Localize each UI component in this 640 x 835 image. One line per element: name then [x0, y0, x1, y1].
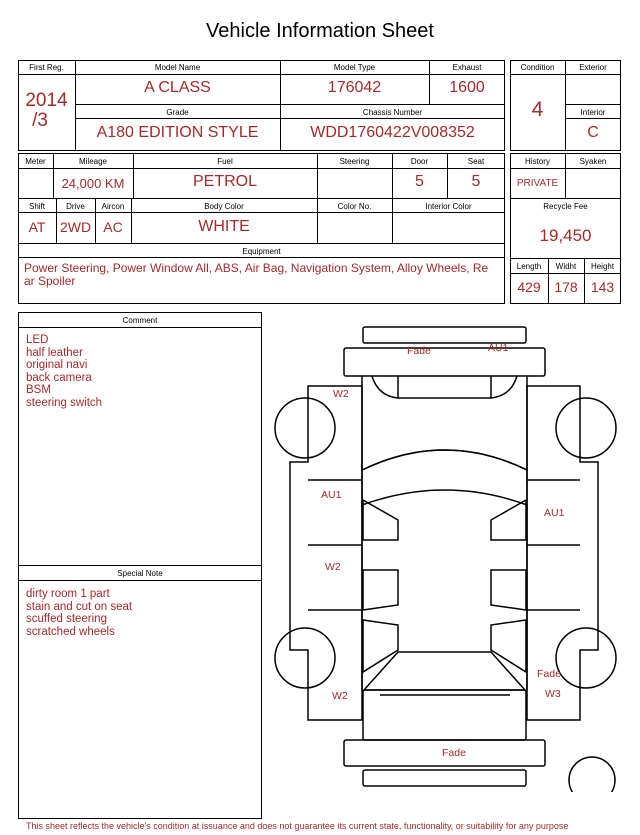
recycle-fee-label: Recycle Fee [543, 202, 588, 211]
drive-label: Drive [66, 202, 85, 211]
interior-color-label: Interior Color [425, 202, 472, 211]
grade-label: Grade [166, 108, 189, 117]
meter-label: Meter [25, 157, 46, 166]
model-type-value: 176042 [327, 79, 382, 96]
seat-label: Seat [467, 157, 485, 166]
left-rear-wheel [275, 628, 335, 688]
shift-value: AT [28, 219, 46, 235]
damage-mark: W3 [545, 688, 561, 700]
disclaimer-footer: This sheet reflects the vehicle's condition at issuance and does not guarantee its current state, functionality, or suitability for any purpose [26, 821, 569, 831]
comment-item: LED [26, 334, 49, 346]
equipment-line-2: ar Spoiler [24, 274, 76, 288]
aircon-value: AC [103, 219, 123, 235]
comment-item: original navi [26, 359, 88, 371]
door-label: Door [410, 157, 429, 166]
damage-mark: Fade [407, 345, 431, 357]
exterior-label: Exterior [579, 63, 607, 72]
comment-item: half leather [26, 346, 83, 359]
model-name-value: A CLASS [144, 79, 211, 96]
spare-wheel [569, 757, 615, 792]
special-note-item: stain and cut on seat [26, 600, 133, 613]
chassis-number-label: Chassis Number [362, 108, 423, 117]
recycle-fee-value: 19,450 [539, 226, 592, 245]
right-front-wheel [556, 398, 616, 458]
comment-item: back camera [26, 371, 92, 384]
interior-label: Interior [580, 108, 606, 117]
damage-mark: W2 [332, 690, 348, 702]
condition-label: Condition [520, 63, 555, 72]
grade-value: A180 EDITION STYLE [96, 124, 259, 141]
fuel-label: Fuel [217, 157, 233, 166]
front-bumper [344, 348, 545, 376]
exhaust-value: 1600 [449, 79, 485, 96]
comment-item: BSM [26, 384, 51, 396]
equipment-label: Equipment [242, 247, 281, 256]
drive-value: 2WD [59, 219, 92, 235]
width-label: Widht [555, 262, 577, 271]
fuel-value: PETROL [192, 173, 257, 190]
left-front-wheel [275, 398, 335, 458]
hood [362, 376, 527, 470]
color-no-label: Color No. [337, 202, 372, 211]
mileage-label: Mileage [78, 157, 107, 166]
comment-item: steering switch [26, 396, 103, 409]
comment-list [26, 334, 102, 409]
damage-mark: AU1 [321, 489, 342, 501]
mileage-value: 24,000 KM [61, 176, 125, 191]
rear-window [364, 652, 525, 690]
height-value: 143 [590, 279, 615, 295]
chassis-number-value: WDD1760422V008352 [310, 124, 475, 141]
special-note-item: scratched wheels [26, 625, 115, 638]
right-rear-wheel [556, 628, 616, 688]
door-value: 5 [415, 173, 424, 190]
history-value: PRIVATE [516, 178, 559, 189]
trunk [363, 690, 526, 740]
special-note-list [26, 588, 132, 638]
damage-mark: Fade [442, 747, 466, 759]
damage-mark: Fade [537, 668, 561, 680]
special-note-item: scuffed steering [26, 613, 107, 625]
history-label: History [525, 157, 550, 166]
steering-label: Steering [339, 157, 370, 166]
model-name-label: Model Name [154, 63, 201, 72]
special-note-label: Special Note [117, 569, 163, 578]
aircon-label: Aircon [101, 202, 125, 211]
body-color-value: WHITE [198, 218, 250, 235]
condition-value: 4 [531, 98, 544, 121]
car-damage-diagram [268, 322, 628, 792]
first-reg-month: /3 [32, 110, 48, 131]
width-value: 178 [554, 279, 578, 295]
left-side-panel [290, 386, 362, 720]
model-type-label: Model Type [333, 63, 376, 72]
first-reg-label: First Reg. [29, 63, 64, 72]
body-color-label: Body Color [204, 202, 244, 211]
front-top-strip [363, 327, 526, 343]
page-title: Vehicle Information Sheet [206, 20, 434, 42]
length-value: 429 [517, 279, 541, 295]
height-label: Height [590, 262, 615, 271]
damage-mark: W2 [333, 388, 349, 400]
special-note-item: dirty room 1 part [26, 588, 110, 600]
damage-mark: W2 [325, 561, 341, 573]
rear-bottom-strip [363, 770, 526, 786]
exhaust-label: Exhaust [452, 63, 482, 72]
equipment-line-1: Power Steering, Power Window All, ABS, Air Bag, Navigation System, Alloy Wheels, Re [24, 261, 489, 275]
damage-mark: AU1 [544, 507, 565, 519]
shift-label: Shift [28, 202, 45, 211]
length-label: Length [516, 262, 542, 271]
first-reg-year: 2014 [25, 90, 68, 111]
comment-label: Comment [122, 316, 158, 325]
windshield [362, 450, 527, 505]
damage-mark: AU1 [488, 342, 509, 354]
seat-value: 5 [471, 173, 481, 190]
syaken-label: Syaken [579, 157, 607, 166]
interior-value: C [587, 124, 599, 141]
